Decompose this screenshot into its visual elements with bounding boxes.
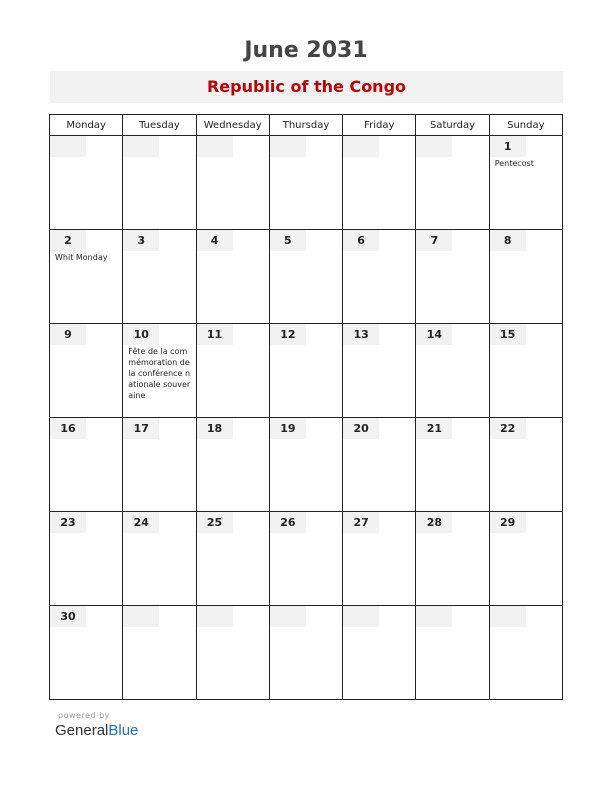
weekday-header: Wednesday xyxy=(196,115,269,136)
calendar-day-cell xyxy=(269,136,342,230)
day-number xyxy=(123,606,159,627)
calendar-week-row xyxy=(50,324,563,418)
calendar-day-cell xyxy=(343,512,416,606)
weekday-header: Thursday xyxy=(269,115,342,136)
day-number: 11 xyxy=(197,324,233,345)
calendar-week-row xyxy=(50,606,563,700)
calendar-day-cell xyxy=(196,324,269,418)
powered-by-label: powered by xyxy=(58,711,110,720)
day-number: 16 xyxy=(50,418,86,439)
weekday-header: Saturday xyxy=(416,115,489,136)
page-title: June 2031 xyxy=(244,38,368,63)
calendar-day-cell xyxy=(123,136,196,230)
day-number: 23 xyxy=(50,512,86,533)
calendar-day-cell xyxy=(416,136,489,230)
day-number xyxy=(197,606,233,627)
holiday-label: Fête de la commémoration de la conférence nationale souveraine xyxy=(128,347,191,400)
day-number: 28 xyxy=(416,512,452,533)
calendar-body xyxy=(50,136,563,700)
day-number: 7 xyxy=(416,230,452,251)
calendar-day-cell xyxy=(489,324,562,418)
calendar-day-cell xyxy=(416,230,489,324)
day-number: 1 xyxy=(490,136,526,157)
day-number: 10 xyxy=(123,324,159,345)
calendar-day-cell xyxy=(196,606,269,700)
calendar-day-cell xyxy=(123,324,196,418)
calendar-day-cell xyxy=(343,418,416,512)
calendar-day-cell xyxy=(343,230,416,324)
day-number: 25 xyxy=(197,512,233,533)
day-number: 12 xyxy=(270,324,306,345)
calendar-day-cell xyxy=(50,418,123,512)
calendar-day-cell xyxy=(489,512,562,606)
calendar-week-row xyxy=(50,136,563,230)
calendar-day-cell xyxy=(343,324,416,418)
day-number: 30 xyxy=(50,606,86,627)
calendar-day-cell xyxy=(416,418,489,512)
day-number: 9 xyxy=(50,324,86,345)
calendar-day-cell xyxy=(343,136,416,230)
calendar-day-cell xyxy=(123,418,196,512)
day-number xyxy=(490,606,526,627)
day-number xyxy=(416,606,452,627)
brand-general-text: General xyxy=(55,722,109,739)
day-number xyxy=(50,136,86,157)
day-number xyxy=(270,136,306,157)
calendar-day-cell xyxy=(489,606,562,700)
holiday-label: Pentecost xyxy=(494,159,534,168)
day-number: 17 xyxy=(123,418,159,439)
day-number: 21 xyxy=(416,418,452,439)
country-name: Republic of the Congo xyxy=(50,71,563,103)
calendar-day-cell xyxy=(416,512,489,606)
day-number: 8 xyxy=(490,230,526,251)
day-number: 27 xyxy=(343,512,379,533)
calendar-day-cell xyxy=(50,606,123,700)
calendar-day-cell xyxy=(50,230,123,324)
day-number xyxy=(343,136,379,157)
calendar-day-cell xyxy=(196,512,269,606)
day-number: 29 xyxy=(490,512,526,533)
calendar-day-cell xyxy=(123,606,196,700)
calendar-day-cell xyxy=(269,418,342,512)
day-number: 20 xyxy=(343,418,379,439)
calendar-day-cell xyxy=(489,418,562,512)
calendar-day-cell xyxy=(489,230,562,324)
calendar-day-cell xyxy=(50,324,123,418)
day-number: 13 xyxy=(343,324,379,345)
day-number xyxy=(197,136,233,157)
weekday-header: Sunday xyxy=(489,115,562,136)
day-number xyxy=(123,136,159,157)
calendar-week-row xyxy=(50,418,563,512)
weekday-header: Monday xyxy=(50,115,123,136)
day-number: 4 xyxy=(197,230,233,251)
calendar-day-cell xyxy=(416,324,489,418)
holiday-label: Whit Monday xyxy=(55,253,108,262)
weekday-header-row xyxy=(50,115,563,136)
calendar-day-cell xyxy=(269,324,342,418)
day-number: 15 xyxy=(490,324,526,345)
calendar-day-cell xyxy=(269,230,342,324)
brand-logo xyxy=(55,722,138,739)
calendar-week-row xyxy=(50,230,563,324)
day-number xyxy=(270,606,306,627)
calendar-day-cell xyxy=(416,606,489,700)
calendar-day-cell xyxy=(196,418,269,512)
calendar-day-cell xyxy=(269,606,342,700)
day-number: 14 xyxy=(416,324,452,345)
day-number: 26 xyxy=(270,512,306,533)
day-number: 24 xyxy=(123,512,159,533)
calendar-day-cell xyxy=(489,136,562,230)
calendar-day-cell xyxy=(50,136,123,230)
day-number xyxy=(416,136,452,157)
day-number: 3 xyxy=(123,230,159,251)
day-number: 2 xyxy=(50,230,86,251)
calendar-day-cell xyxy=(269,512,342,606)
calendar-grid xyxy=(49,114,563,700)
day-number: 19 xyxy=(270,418,306,439)
calendar-day-cell xyxy=(196,136,269,230)
calendar-day-cell xyxy=(196,230,269,324)
day-number: 6 xyxy=(343,230,379,251)
brand-blue-text: Blue xyxy=(108,722,139,739)
calendar-day-cell xyxy=(123,230,196,324)
day-number: 18 xyxy=(197,418,233,439)
day-number: 22 xyxy=(490,418,526,439)
calendar-day-cell xyxy=(343,606,416,700)
day-number: 5 xyxy=(270,230,306,251)
day-number xyxy=(343,606,379,627)
calendar-week-row xyxy=(50,512,563,606)
calendar-day-cell xyxy=(50,512,123,606)
weekday-header: Friday xyxy=(343,115,416,136)
weekday-header: Tuesday xyxy=(123,115,196,136)
calendar-day-cell xyxy=(123,512,196,606)
